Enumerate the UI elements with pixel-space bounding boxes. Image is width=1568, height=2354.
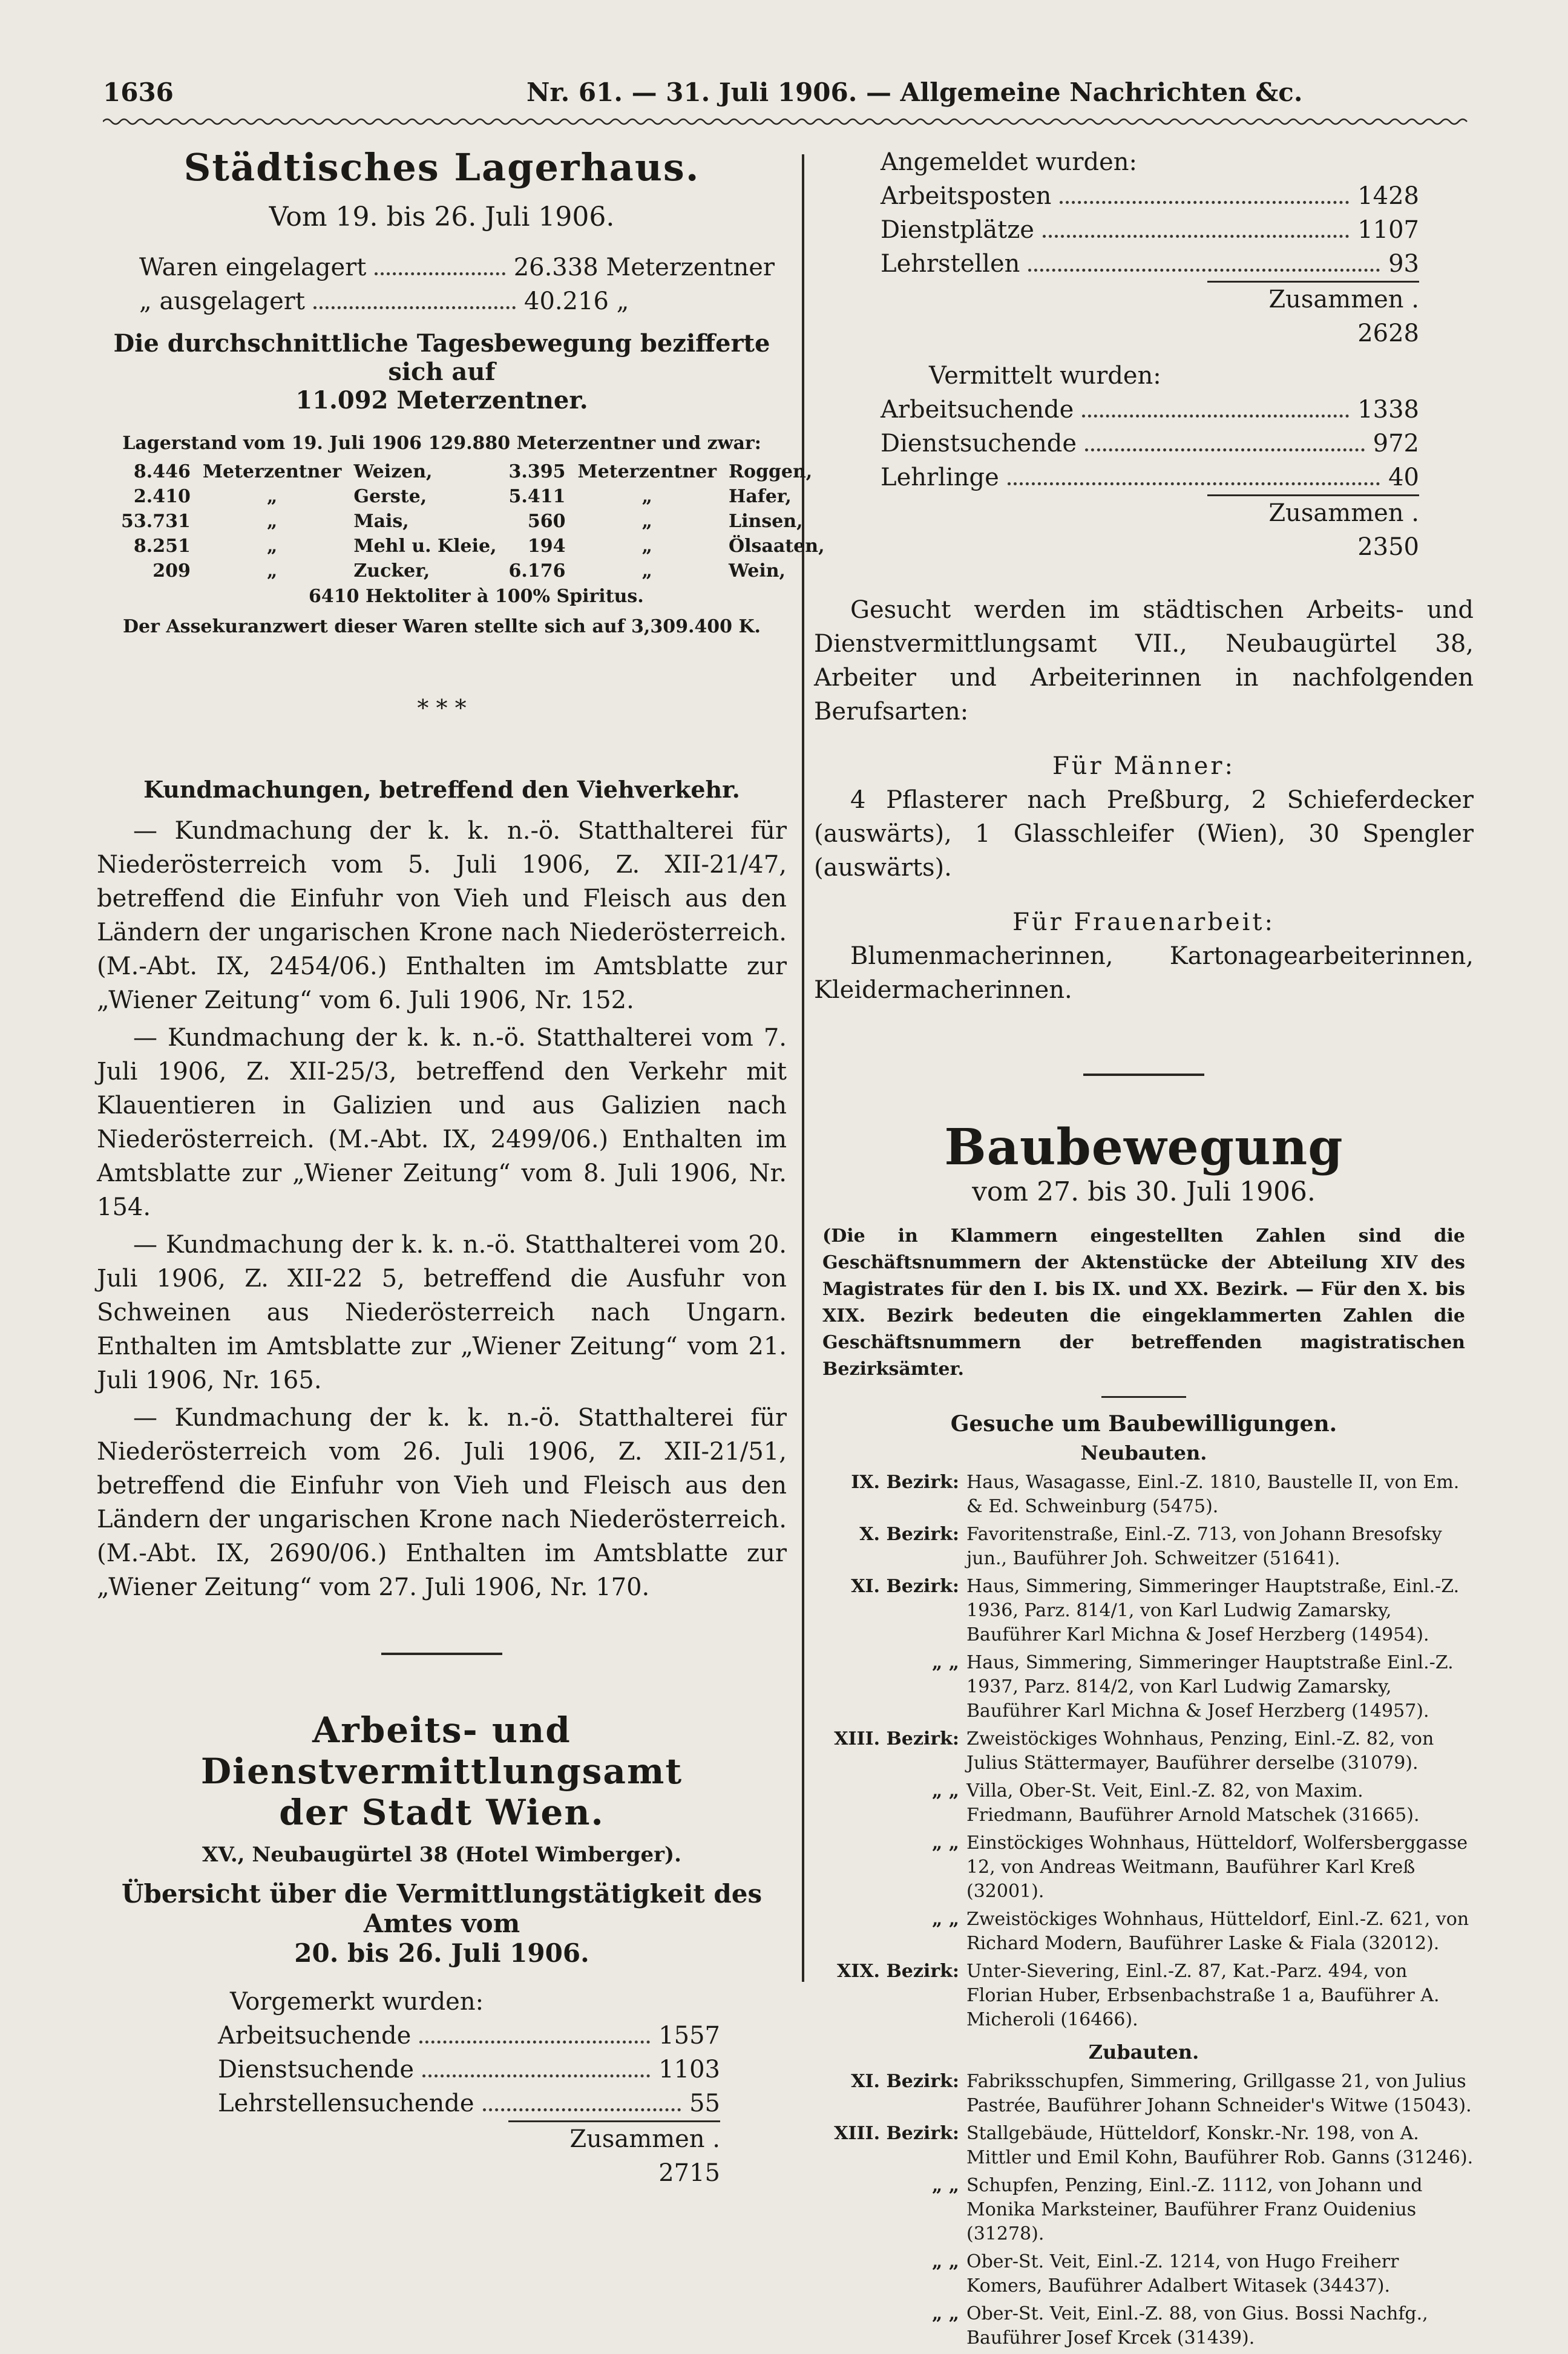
vermittelt-heading: Vermittelt wurden:: [929, 362, 1161, 390]
stock-good: Mehl u. Kleie,: [353, 536, 497, 557]
stock-good: Weizen,: [353, 461, 433, 482]
baubewegung-title: Baubewegung: [944, 1118, 1343, 1176]
stat-value: 1557: [658, 2022, 720, 2050]
kundmachung-paragraph: — Kundmachung der k. k. n.-ö. Statthalterei vom 7. Juli 1906, Z. XII-25/3, betreffend den Verkehr mit Klauentieren in Galizien und aus Galizien nach Niederösterreich. (M.-Abt. IX, 2499/06.) Enthalten im Amtsblatte zur „Wiener Zeitung“ vom 8. Juli 1906, Nr. 154.: [97, 1024, 787, 1221]
bezirk-label: XIII. Bezirk:: [834, 2123, 959, 2144]
header-wavy-rule: [103, 115, 1471, 128]
entry-text: Fabriksschupfen, Simmering, Grillgasse 21, von Julius Pastrée, Bauführer Johann Schneider's Witwe (15043).: [966, 2071, 1472, 2116]
stat-label: Lehrstellensuchende: [218, 2090, 474, 2117]
section-rule: [1101, 1396, 1186, 1398]
angemeldet-heading: Angemeldet wurden:: [881, 148, 1138, 176]
stat-value: 40: [1388, 464, 1419, 491]
stat-row: [218, 2019, 720, 2053]
entry-text: Villa, Ober-St. Veit, Einl.-Z. 82, von Maxim. Friedmann, Bauführer Arnold Matschek (31665).: [966, 1780, 1420, 1826]
stock-unit: „: [641, 511, 652, 532]
entry-text: Ober-St. Veit, Einl.-Z. 88, von Gius. Bossi Nachfg., Bauführer Josef Krcek (31439).: [966, 2303, 1428, 2349]
ausgelagert-row: [139, 284, 775, 318]
vorgemerkt-block: [97, 1985, 787, 2190]
stat-value: 1428: [1357, 182, 1419, 210]
stock-qty: 5.411: [508, 486, 566, 507]
stat-value: 93: [1388, 250, 1419, 278]
bezirk-label: XIX. Bezirk:: [836, 1961, 959, 1982]
stock-good: Linsen,: [729, 511, 803, 532]
stock-qty: 560: [527, 511, 566, 532]
stock-line: Lagerstand vom 19. Juli 1906 129.880 Meterzentner und zwar:: [122, 433, 761, 454]
left-column: [97, 145, 825, 2190]
stock-good: Roggen,: [729, 461, 813, 482]
leader-dots: [422, 2074, 650, 2077]
row-label: Waren eingelagert: [139, 254, 367, 281]
leader-dots: [419, 2041, 650, 2044]
neubauten-list: [814, 1470, 1474, 2032]
stat-label: Lehrlinge: [881, 464, 999, 491]
stock-good: Wein,: [729, 560, 786, 582]
leader-dots: [1085, 448, 1365, 451]
stock-row: [115, 459, 831, 484]
stat-total: Zusammen . 2350: [1207, 494, 1419, 564]
stat-label: Dienstsuchende: [218, 2056, 415, 2084]
entry-text: Haus, Simmering, Simmeringer Hauptstraße Einl.-Z. 1937, Parz. 814/2, von Karl Ludwig Zamarsky, Bauführer Karl Michna & Josef Herzberg (14957).: [966, 1652, 1454, 1722]
bezirk-label: „ „: [932, 1909, 959, 1930]
bezirk-label: „ „: [932, 1652, 959, 1673]
list-item: [814, 2302, 1474, 2350]
stock-unit: „: [266, 560, 278, 582]
list-item: [814, 1779, 1474, 1828]
stat-row: [881, 393, 1419, 427]
stock-good: Zucker,: [353, 560, 430, 582]
lagerhaus-movement: [97, 251, 787, 318]
angemeldet-block: [814, 145, 1474, 564]
insurance-line: Der Assekuranzwert dieser Waren stellte sich auf 3,309.400 K.: [123, 616, 761, 637]
section-rule: [381, 1653, 502, 1655]
stock-row: [115, 559, 831, 583]
list-item: [814, 1959, 1474, 2032]
stock-row: [115, 484, 831, 509]
stat-total: Zusammen . 2715: [508, 2120, 720, 2190]
bezirk-label: „ „: [932, 1832, 959, 1854]
stock-good: Gerste,: [353, 486, 427, 507]
stock-qty: 194: [527, 536, 566, 557]
list-item: [814, 1727, 1474, 1775]
entry-text: Favoritenstraße, Einl.-Z. 713, von Johann Bresofsky jun., Bauführer Joh. Schweitzer (51641).: [966, 1524, 1442, 1569]
baubewegung-note: (Die in Klammern eingestellten Zahlen sind die Geschäftsnummern der Aktenstücke der Abteilung XIV des Magistrates für den I. bis IX. und XX. Bezirk. — Für den X. bis XIX. Bezirk bedeuten die eingeklammerten Zahlen die Geschäftsnummern der betreffenden magistratischen Bezirksämter.: [822, 1225, 1465, 1380]
row-label: „ ausgelagert: [139, 287, 305, 315]
stock-good: Hafer,: [729, 486, 792, 507]
row-value: 40.216 „: [524, 287, 629, 315]
stat-total: Zusammen . 2628: [1207, 281, 1419, 350]
leader-dots: [1082, 415, 1349, 418]
bezirk-label: XIII. Bezirk:: [834, 1728, 959, 1749]
gesucht-paragraph: Gesucht werden im städtischen Arbeits- und Dienstvermittlungsamt VII., Neubaugürtel 38, Arbeiter und Arbeiterinnen in nachfolgenden Berufsarten:: [814, 596, 1474, 726]
entry-text: Zweistöckiges Wohnhaus, Hütteldorf, Einl.-Z. 621, von Richard Modern, Bauführer Laske & Fiala (32012).: [966, 1909, 1469, 1954]
list-item: [814, 1907, 1474, 1956]
stock-qty: 209: [153, 560, 191, 582]
stat-label: Arbeitsuchende: [218, 2022, 412, 2050]
neubauten-heading: Neubauten.: [1080, 1441, 1207, 1464]
stat-value: 972: [1373, 430, 1419, 457]
entry-text: Zweistöckiges Wohnhaus, Penzing, Einl.-Z. 82, von Julius Stättermayer, Bauführer derselbe (31079).: [966, 1728, 1434, 1774]
frauen-heading: Für Frauenarbeit:: [1012, 908, 1275, 936]
arbeitsamt-title-2: der Stadt Wien.: [279, 1792, 605, 1833]
stat-row: [218, 2053, 720, 2087]
column-divider: [802, 154, 804, 1982]
entry-text: Ober-St. Veit, Einl.-Z. 1214, von Hugo Freiherr Komers, Bauführer Adalbert Witasek (34437).: [966, 2251, 1399, 2297]
leader-dots: [1008, 482, 1380, 485]
overview-line-1: Übersicht über die Vermittlungstätigkeit des Amtes vom: [121, 1879, 763, 1938]
stock-unit: Meterzentner: [577, 461, 717, 482]
list-item: [814, 2070, 1474, 2118]
stock-unit: Meterzentner: [202, 461, 342, 482]
section-rule: [1083, 1074, 1204, 1076]
stock-qty: 6.176: [508, 560, 566, 582]
viehverkehr-title: Kundmachungen, betreffend den Viehverkehr.: [143, 776, 740, 803]
list-item: [814, 1470, 1474, 1519]
bezirk-label: XI. Bezirk:: [851, 2071, 959, 2092]
zubauten-heading: Zubauten.: [1088, 2041, 1199, 2064]
entry-text: Stallgebäude, Hütteldorf, Konskr.-Nr. 198, von A. Mittler und Emil Kohn, Bauführer Rob. Ganns (31246).: [966, 2123, 1474, 2168]
stat-row: [881, 247, 1419, 281]
leader-dots: [1028, 269, 1380, 272]
list-item: [814, 2122, 1474, 2170]
arbeitsamt-address: XV., Neubaugürtel 38 (Hotel Wimberger).: [202, 1843, 681, 1867]
gesuche-heading: Gesuche um Baubewilligungen.: [950, 1411, 1337, 1437]
page-number: 1636: [103, 77, 174, 107]
bezirk-label: IX. Bezirk:: [851, 1472, 959, 1493]
stat-value: 1338: [1357, 396, 1419, 424]
row-value: 26.338 Meterzentner: [513, 254, 775, 281]
stock-good: Ölsaaten,: [729, 536, 825, 557]
maenner-heading: Für Männer:: [1052, 752, 1235, 780]
zubauten-list: [814, 2070, 1474, 2350]
entry-text: Haus, Simmering, Simmeringer Hauptstraße, Einl.-Z. 1936, Parz. 814/1, von Karl Ludwig Zamarsky, Bauführer Karl Michna & Josef Herzberg (14954).: [966, 1576, 1460, 1645]
kundmachung-paragraph: — Kundmachung der k. k. n.-ö. Statthalterei vom 20. Juli 1906, Z. XII-22 5, betreffend die Ausfuhr von Schweinen aus Niederösterreich nach Ungarn. Enthalten im Amtsblatte zur „Wiener Zeitung“ vom 21. Juli 1906, Nr. 165.: [97, 1231, 787, 1394]
overview-line-2: 20. bis 26. Juli 1906.: [294, 1938, 589, 1968]
stock-unit: „: [641, 536, 652, 557]
lagerhaus-title: Städtisches Lagerhaus.: [183, 145, 700, 189]
list-item: [814, 1651, 1474, 1723]
list-item: [814, 1523, 1474, 1571]
right-column: [814, 145, 1474, 2354]
entry-text: Unter-Sievering, Einl.-Z. 87, Kat.-Parz. 494, von Florian Huber, Erbsenbachstraße 1 a, Bauführer A. Micheroli (16466).: [966, 1961, 1440, 2030]
kundmachung-paragraph: — Kundmachung der k. k. n.-ö. Statthalterei für Niederösterreich vom 26. Juli 1906, Z. XII-21/51, betreffend die Einfuhr von Vieh und Fleisch aus den Ländern der ungarischen Krone nach Niederösterreich. (M.-Abt. IX, 2690/06.) Enthalten im Amtsblatte zur „Wiener Zeitung“ vom 27. Juli 1906, Nr. 170.: [97, 1404, 787, 1601]
stock-unit: „: [266, 486, 278, 507]
entry-text: Schupfen, Penzing, Einl.-Z. 1112, von Johann und Monika Marksteiner, Bauführer Franz Ouidenius (31278).: [966, 2175, 1423, 2244]
stock-qty: 3.395: [508, 461, 566, 482]
stock-unit: „: [266, 511, 278, 532]
eingelagert-row: [139, 251, 775, 284]
stat-value: 1103: [658, 2056, 720, 2084]
stock-good: Mais,: [353, 511, 409, 532]
stat-value: 55: [689, 2090, 720, 2117]
list-item: [814, 2174, 1474, 2246]
stat-label: Arbeitsuchende: [881, 396, 1074, 424]
leader-dots: [313, 306, 516, 309]
running-title: Nr. 61. — 31. Juli 1906. — Allgemeine Nachrichten &c.: [526, 77, 1303, 107]
bezirk-label: XI. Bezirk:: [851, 1576, 959, 1597]
bezirk-label: „ „: [932, 2175, 959, 2196]
stock-table: [115, 459, 831, 583]
stat-row: [881, 461, 1419, 494]
stat-row: [881, 179, 1419, 213]
bezirk-label: X. Bezirk:: [859, 1524, 959, 1545]
stock-qty: 8.446: [133, 461, 191, 482]
leader-dots: [1043, 235, 1349, 238]
stock-qty: 8.251: [133, 536, 191, 557]
stat-label: Dienstplätze: [881, 216, 1034, 244]
bezirk-label: „ „: [932, 2251, 959, 2272]
baubewegung-period: vom 27. bis 30. Juli 1906.: [972, 1176, 1316, 1207]
stock-unit: „: [641, 486, 652, 507]
entry-text: Einstöckiges Wohnhaus, Hütteldorf, Wolfersberggasse 12, von Andreas Weitmann, Bauführer Karl Kreß (32001).: [966, 1832, 1468, 1902]
maenner-text: 4 Pflasterer nach Preßburg, 2 Schieferdecker (auswärts), 1 Glasschleifer (Wien), 30 Spengler (auswärts).: [814, 786, 1474, 882]
leader-dots: [375, 272, 505, 275]
stock-qty: 53.731: [121, 511, 191, 532]
page-header: [103, 71, 1303, 114]
stat-value: 1107: [1357, 216, 1419, 244]
spiritus-line: 6410 Hektoliter à 100% Spiritus.: [309, 586, 644, 607]
list-item: [814, 1831, 1474, 1904]
stat-row: [218, 2087, 720, 2120]
stat-label: Dienstsuchende: [881, 430, 1077, 457]
vorgemerkt-heading: Vorgemerkt wurden:: [230, 1988, 484, 2016]
lagerhaus-period: Vom 19. bis 26. Juli 1906.: [269, 202, 615, 232]
stat-row: [881, 427, 1419, 461]
entry-text: Haus, Wasagasse, Einl.-Z. 1810, Baustelle II, von Em. & Ed. Schweinburg (5475).: [966, 1472, 1460, 1517]
stock-row: [115, 509, 831, 534]
stock-row: [115, 534, 831, 559]
list-item: [814, 1575, 1474, 1647]
avg-line-2: 11.092 Meterzentner.: [295, 386, 588, 415]
stat-label: Arbeitsposten: [881, 182, 1052, 210]
stock-unit: „: [266, 536, 278, 557]
frauen-text: Blumenmacherinnen, Kartonagearbeiterinnen, Kleidermacherinnen.: [814, 942, 1474, 1004]
section-stars: * * *: [417, 695, 467, 721]
stock-unit: „: [641, 560, 652, 582]
bezirk-label: „ „: [932, 1780, 959, 1802]
arbeitsamt-title-1: Arbeits- und Dienstvermittlungsamt: [200, 1710, 683, 1792]
list-item: [814, 2250, 1474, 2298]
avg-line-1: Die durchschnittliche Tagesbewegung bezifferte sich auf: [113, 329, 770, 386]
leader-dots: [1060, 201, 1349, 204]
bezirk-label: „ „: [932, 2303, 959, 2324]
stat-row: [881, 213, 1419, 247]
stock-qty: 2.410: [133, 486, 191, 507]
stat-label: Lehrstellen: [881, 250, 1020, 278]
kundmachung-paragraph: — Kundmachung der k. k. n.-ö. Statthalterei für Niederösterreich vom 5. Juli 1906, Z. XII-21/47, betreffend die Einfuhr von Vieh und Fleisch aus den Ländern der ungarischen Krone nach Niederösterreich. (M.-Abt. IX, 2454/06.) Enthalten im Amtsblatte zur „Wiener Zeitung“ vom 6. Juli 1906, Nr. 152.: [97, 817, 787, 1014]
